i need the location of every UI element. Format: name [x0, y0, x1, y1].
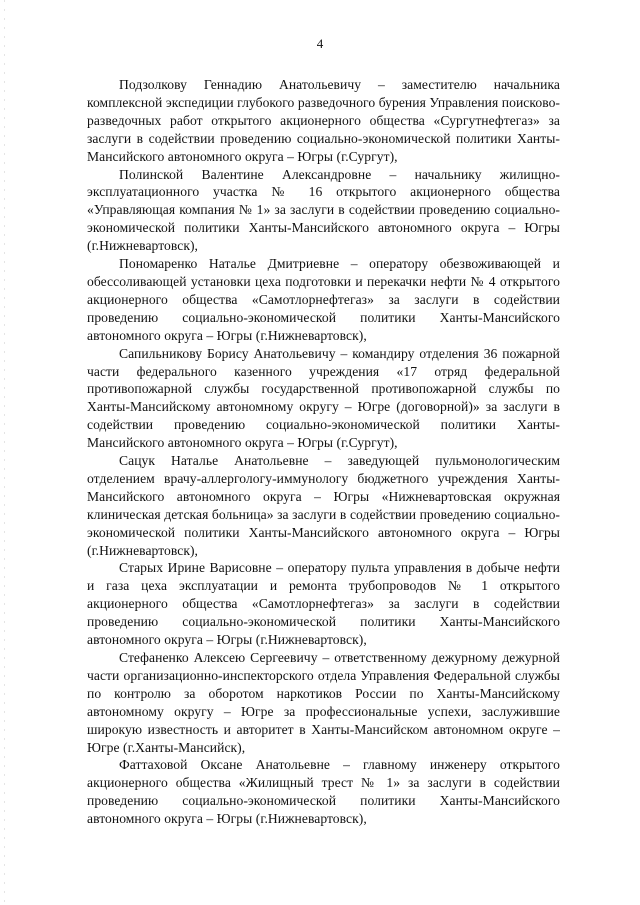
- award-paragraph-stefanenko: Стефаненко Алексею Сергеевичу – ответственному дежурному дежурной части организационно-инспекторского отдела Управления Федеральной службы по контролю за оборотом наркотиков России по Ханты-Мансийскому автономному округу – Югре за профессиональные успехи, заслужившие широкую известность и авторитет в Ханты-Мансийском автономном округе – Югре (г.Ханты-Мансийск),: [87, 650, 560, 755]
- award-paragraph-fattakhova: Фаттаховой Оксане Анатольевне – главному инженеру открытого акционерного общества «Жилищный трест № 1» за заслуги в содействии проведению социально-экономической политики Ханты-Мансийского автономного округа – Югры (г.Нижневартовск),: [87, 757, 560, 827]
- award-paragraph-podzolkov: Подзолкову Геннадию Анатольевичу – заместителю начальника комплексной экспедиции глубокого разведочного бурения Управления поисково-разведочных работ открытого акционерного общества «Сургутнефтегаз» за заслуги в содействии проведению социально-экономической политики Ханты-Мансийского автономного округа – Югры (г.Сургут),: [87, 77, 560, 164]
- award-paragraph-polinskaya: Полинской Валентине Александровне – начальнику жилищно-эксплуатационного участка № 16 открытого акционерного общества «Управляющая компания № 1» за заслуги в содействии проведению социально-экономической политики Ханты-Мансийского автономного округа – Югры (г.Нижневартовск),: [87, 166, 560, 254]
- award-paragraph-satsuk: Сацук Наталье Анатольевне – заведующей пульмонологическим отделением врачу-аллергологу-иммунологу бюджетного учреждения Ханты-Мансийского автономного округа – Югры «Нижневартовская окружная клиническая детская больница» за заслуги в содействии проведению социально-экономической политики Ханты-Мансийского автономного округа – Югры (г.Нижневартовск),: [87, 453, 560, 558]
- award-paragraph-ponomarenko: Пономаренко Наталье Дмитриевне – оператору обезвоживающей и обессоливающей установки цеха подготовки и перекачки нефти № 4 открытого акционерного общества «Самотлорнефтегаз» за заслуги в содействии проведению социально-экономической политики Ханты-Мансийского автономного округа – Югры (г.Нижневартовск),: [87, 256, 560, 343]
- award-paragraph-starykh: Старых Ирине Варисовне – оператору пульта управления в добыче нефти и газа цеха эксплуатации и ремонта трубопроводов № 1 открытого акционерного общества «Самотлорнефтегаз» за заслуги в содействии проведению социально-экономической политики Ханты-Мансийского автономного округа – Югры (г.Нижневартовск),: [87, 560, 560, 648]
- page-number: 4: [316, 36, 324, 51]
- document-body: [87, 76, 560, 828]
- award-paragraph-sapilnikov: Сапильникову Борису Анатольевичу – командиру отделения 36 пожарной части федерального казенного учреждения «17 отряд федеральной противопожарной службы государственной противопожарной службы по Ханты-Мансийскому автономному округу – Югре (договорной)» за заслуги в содействии проведению социально-экономической политики Ханты-Мансийского автономного округа – Югры (г.Сургут),: [87, 345, 560, 451]
- scan-edge-artifact: [4, 0, 5, 905]
